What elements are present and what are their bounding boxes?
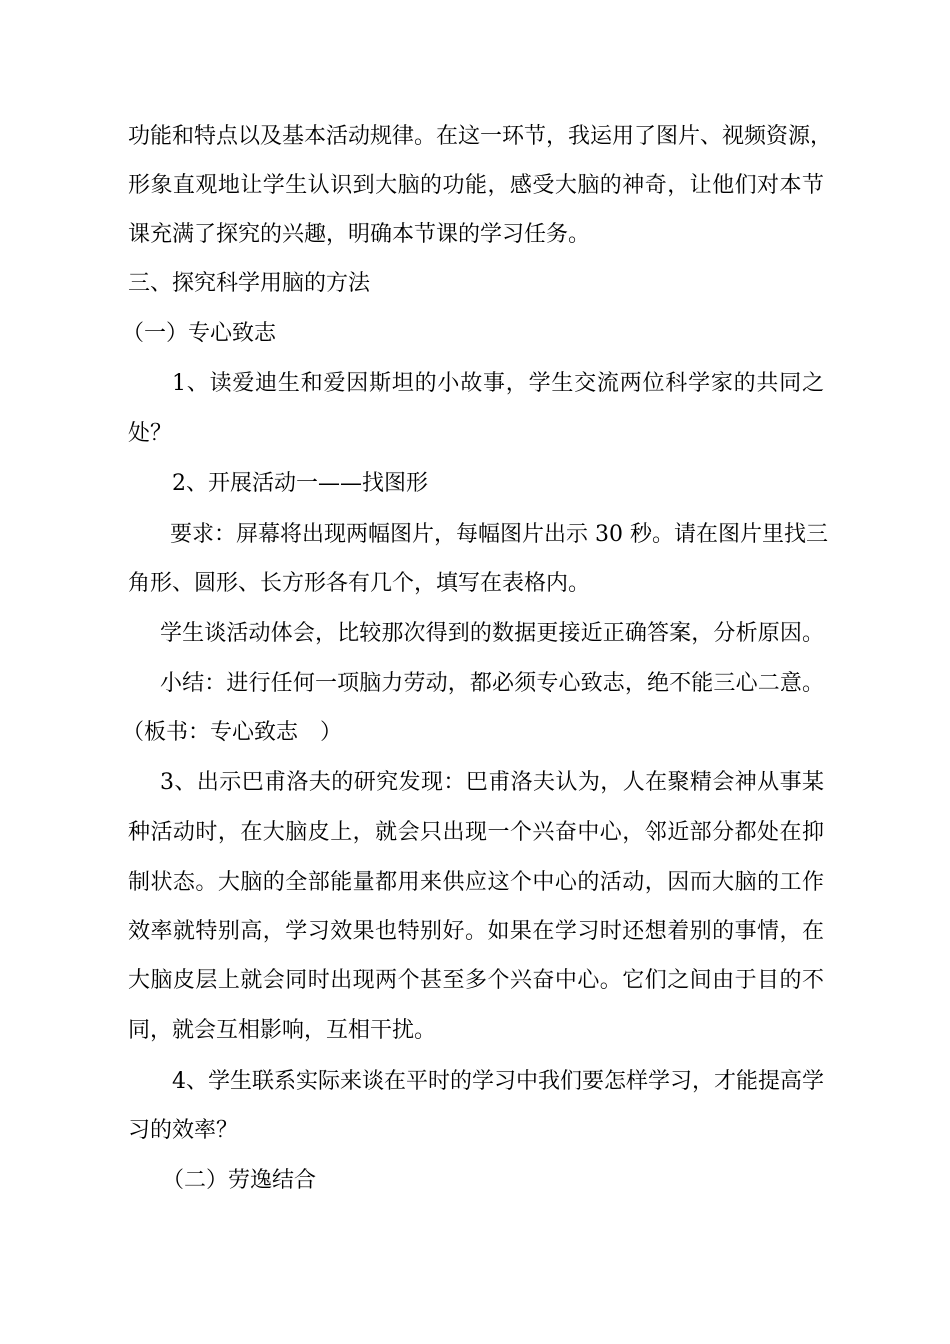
paragraph-line: 1、读爱迪生和爱因斯坦的小故事，学生交流两位科学家的共同之 [172,371,824,396]
activity-heading: 2、开展活动一——找图形 [172,471,428,496]
paragraph-line: 种活动时，在大脑皮上，就会只出现一个兴奋中心，邻近部分都处在抑 [128,820,824,845]
section-heading: 三、探究科学用脑的方法 [128,271,371,296]
subsection-heading: （二）劳逸结合 [162,1168,317,1193]
paragraph-line: 效率就特别高，学习效果也特别好。如果在学习时还想着别的事情，在 [128,919,824,944]
paragraph-line: 大脑皮层上就会同时出现两个甚至多个兴奋中心。它们之间由于目的不 [128,968,824,993]
subsection-heading: （一）专心致志 [122,321,277,346]
paragraph-line: 制状态。大脑的全部能量都用来供应这个中心的活动，因而大脑的工作 [128,870,824,895]
paragraph-line: 同，就会互相影响，互相干扰。 [128,1018,437,1043]
board-note: （板书：专心致志 ） [122,720,343,745]
paragraph-line: 角形、圆形、长方形各有几个，填写在表格内。 [128,571,591,596]
paragraph-line: 4、学生联系实际来谈在平时的学习中我们要怎样学习，才能提高学 [172,1069,824,1094]
paragraph-line: 功能和特点以及基本活动规律。在这一环节，我运用了图片、视频资源， [128,124,833,149]
summary-line: 小结：进行任何一项脑力劳动，都必须专心致志，绝不能三心二意。 [160,671,824,696]
paragraph-line: 3、出示巴甫洛夫的研究发现：巴甫洛夫认为，人在聚精会神从事某 [160,770,824,795]
paragraph-line: 学生谈活动体会，比较那次得到的数据更接近正确答案，分析原因。 [160,621,824,646]
paragraph-line: 处？ [128,421,173,446]
paragraph-line: 要求：屏幕将出现两幅图片，每幅图片出示 30 秒。请在图片里找三 [170,522,828,547]
paragraph-line: 习的效率？ [128,1118,239,1143]
paragraph-line: 课充满了探究的兴趣，明确本节课的学习任务。 [128,222,591,247]
paragraph-line: 形象直观地让学生认识到大脑的功能，感受大脑的神奇，让他们对本节 [128,173,824,198]
